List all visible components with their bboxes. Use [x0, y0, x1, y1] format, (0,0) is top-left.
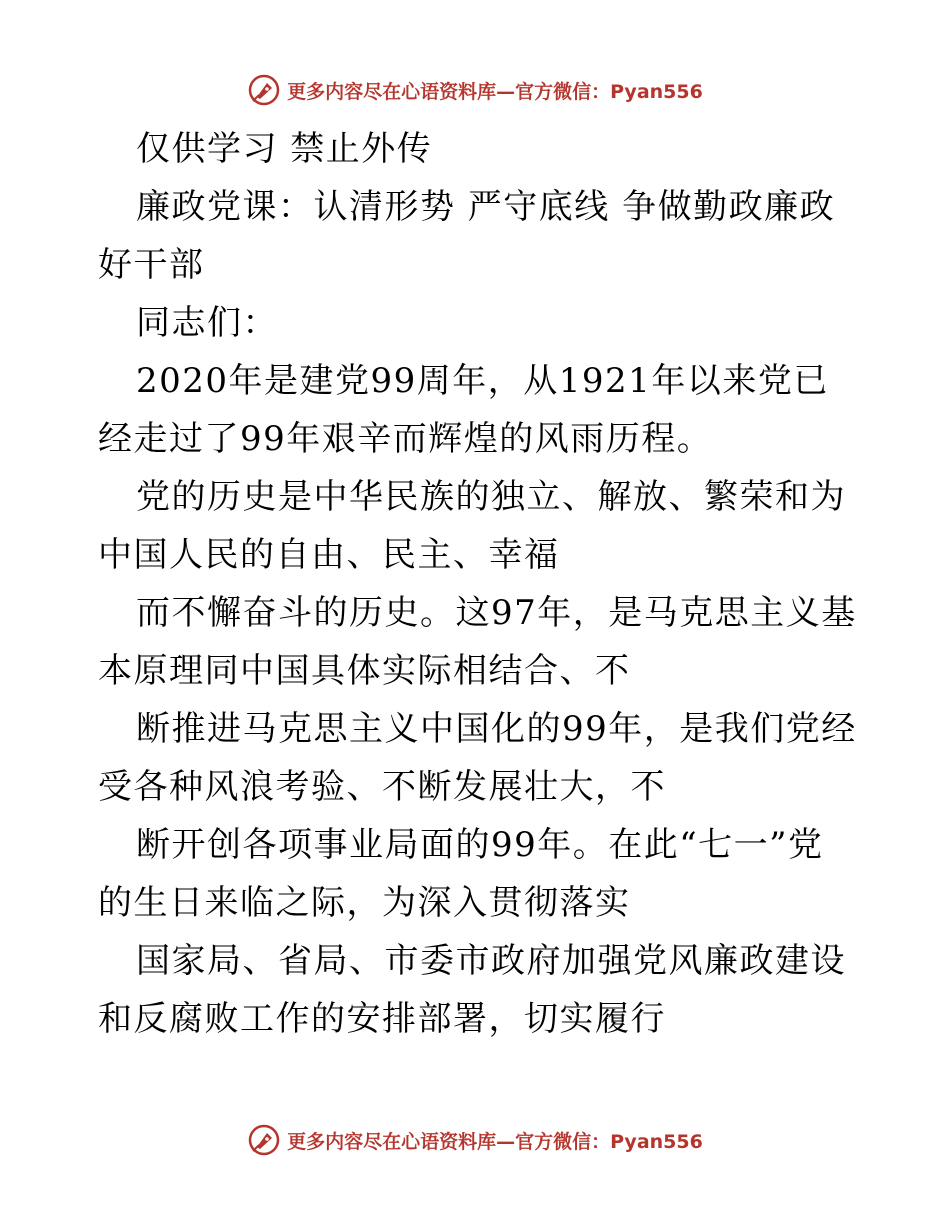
paragraph-body-2: 党的历史是中华民族的独立、解放、繁荣和为中国人民的自由、民主、幸福 — [98, 477, 846, 575]
paragraph-body-1: 2020年是建党99周年，从1921年以来党已经走过了99年艰辛而辉煌的风雨历程。 — [98, 361, 829, 459]
footer-watermark — [0, 1120, 950, 1160]
header-watermark — [0, 70, 950, 110]
pen-nib-circle-icon — [247, 1123, 281, 1157]
paragraph-body-3: 而不懈奋斗的历史。这97年，是马克思主义基本原理同中国具体实际相结合、不 — [98, 593, 857, 691]
paragraph-salutation: 同志们： — [136, 303, 278, 343]
document-body — [98, 120, 858, 1048]
watermark-text: 更多内容尽在心语资料库—官方微信：Pyan556 — [287, 80, 703, 103]
paragraph-notice: 仅供学习 禁止外传 — [136, 129, 433, 169]
paragraph-body-5: 断开创各项事业局面的99年。在此“七一”党的生日来临之际，为深入贯彻落实 — [98, 825, 824, 923]
paragraph-title: 廉政党课：认清形势 严守底线 争做勤政廉政好干部 — [98, 187, 836, 285]
paragraph-body-4: 断推进马克思主义中国化的99年，是我们党经受各种风浪考验、不断发展壮大，不 — [98, 709, 857, 807]
paragraph-body-6: 国家局、省局、市委市政府加强党风廉政建设和反腐败工作的安排部署，切实履行 — [98, 941, 846, 1039]
pen-nib-circle-icon — [247, 73, 281, 107]
watermark-text: 更多内容尽在心语资料库—官方微信：Pyan556 — [287, 1130, 703, 1153]
